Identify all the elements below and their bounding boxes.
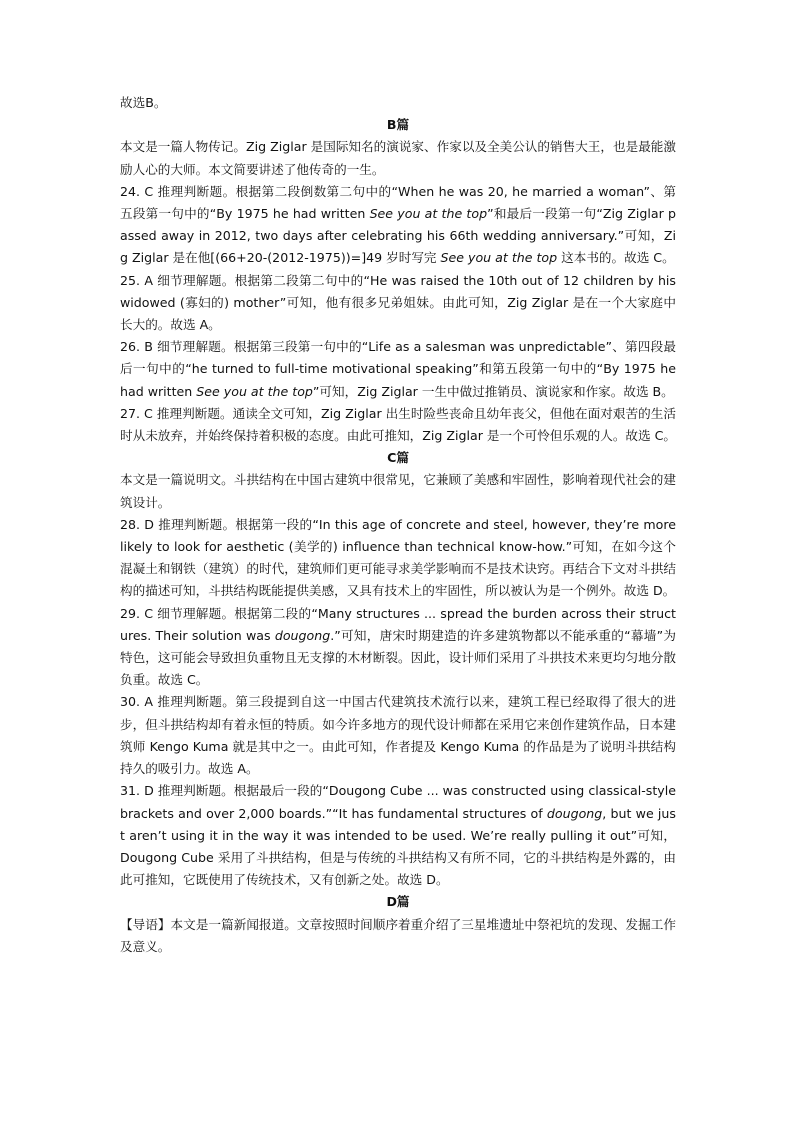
explanation-q29: 29. C 细节理解题。根据第二段的“Many structures ... spread the burden across their structures. Their solution was dougong.”可知，唐宋时期建造的许多建筑物都以不能承重的“幕墙”为特色，这可能会导致担负重物且无支撑的木材断裂。因此，设计师们采用了斗拱技术来更均匀地分散负重。故选 C。 [120, 605, 677, 688]
section-b-heading: B篇 [386, 117, 410, 133]
explanation-q28: 28. D 推理判断题。根据第一段的“In this age of concrete and steel, however, they’re more likely to look for aesthetic (美学的) influence than technical know-how.”可知，在如今这个混凝土和钢铁（建筑）的时代，建筑师们更可能寻求美学影响而不是技术诀窍。再结合下文对斗拱结构的描述可知，斗拱结构既能提供美感，又具有技术上的牢固性，所以被认为是一个例外。故选 D。 [120, 516, 676, 599]
section-b-intro: 本文是一篇人物传记。Zig Ziglar 是国际知名的演说家、作家以及全美公认的销售大王，也是最能激励人心的大师。本文简要讲述了他传奇的一生。 [120, 139, 676, 177]
explanation-q30: 30. A 推理判断题。第三段提到自这一中国古代建筑技术流行以来，建筑工程已经取得了很大的进步，但斗拱结构却有着永恒的特质。如今许多地方的现代设计师都在采用它来创作建筑作品，日本建筑师 Kengo Kuma 就是其中之一。由此可知，作者提及 Kengo Kuma 的作品是为了说明斗拱结构持久的吸引力。故选 A。 [120, 694, 676, 777]
section-d-intro: 【导语】本文是一篇新闻报道。文章按照时间顺序着重介绍了三星堆遗址中祭祀坑的发现、发掘工作及意义。 [120, 916, 676, 954]
explanation-q25: 25. A 细节理解题。根据第二段第二句中的“He was raised the 10th out of 12 children by his widowed (寡妇的) mother”可知，他有很多兄弟姐妹。由此可知，Zig Ziglar 是在一个大家庭中长大的。故选 A。 [120, 272, 676, 333]
section-c-heading: C篇 [387, 450, 409, 466]
answer-explanation-page [120, 92, 676, 958]
previous-answer-line: 故选B。 [120, 95, 167, 110]
explanation-q31: 31. D 推理判断题。根据最后一段的“Dougong Cube ... was constructed using classical-style brackets and over 2,000 boards.”“It has fundamental structures of dougong, but we just aren’t using it in the way it was intended to be used. We’re really pulling it out”可知，Dougong Cube 采用了斗拱结构，但是与传统的斗拱结构又有所不同，它的斗拱结构是外露的，由此可推知，它既使用了传统技术，又有创新之处。故选 D。 [120, 783, 676, 888]
explanation-q27: 27. C 推理判断题。通读全文可知，Zig Ziglar 出生时险些丧命且幼年丧父，但他在面对艰苦的生活时从未放弃，并始终保持着积极的态度。由此可推知，Zig Ziglar 是一个可怜但乐观的人。故选 C。 [120, 405, 677, 444]
explanation-q24: 24. C 推理判断题。根据第二段倒数第二句中的“When he was 20, he married a woman”、第五段第一句中的“By 1975 he had written See you at the top”和最后一段第一句“Zig Ziglar passed away in 2012, two days after celebrating his 66th wedding anniversary.”可知，Zig Ziglar 是在他[(66+20-(2012-1975))=]49 岁时写完 See you at the top 这本书的。故选 C。 [120, 183, 676, 266]
section-d-heading: D篇 [386, 894, 410, 910]
explanation-q26: 26. B 细节理解题。根据第三段第一句中的“Life as a salesman was unpredictable”、第四段最后一句中的“he turned to full-time motivational speaking”和第五段第一句中的“By 1975 he had written See you at the top”可知，Zig Ziglar 一生中做过推销员、演说家和作家。故选 B。 [120, 339, 676, 399]
section-c-intro: 本文是一篇说明文。斗拱结构在中国古建筑中很常见，它兼顾了美感和牢固性，影响着现代社会的建筑设计。 [120, 472, 676, 510]
